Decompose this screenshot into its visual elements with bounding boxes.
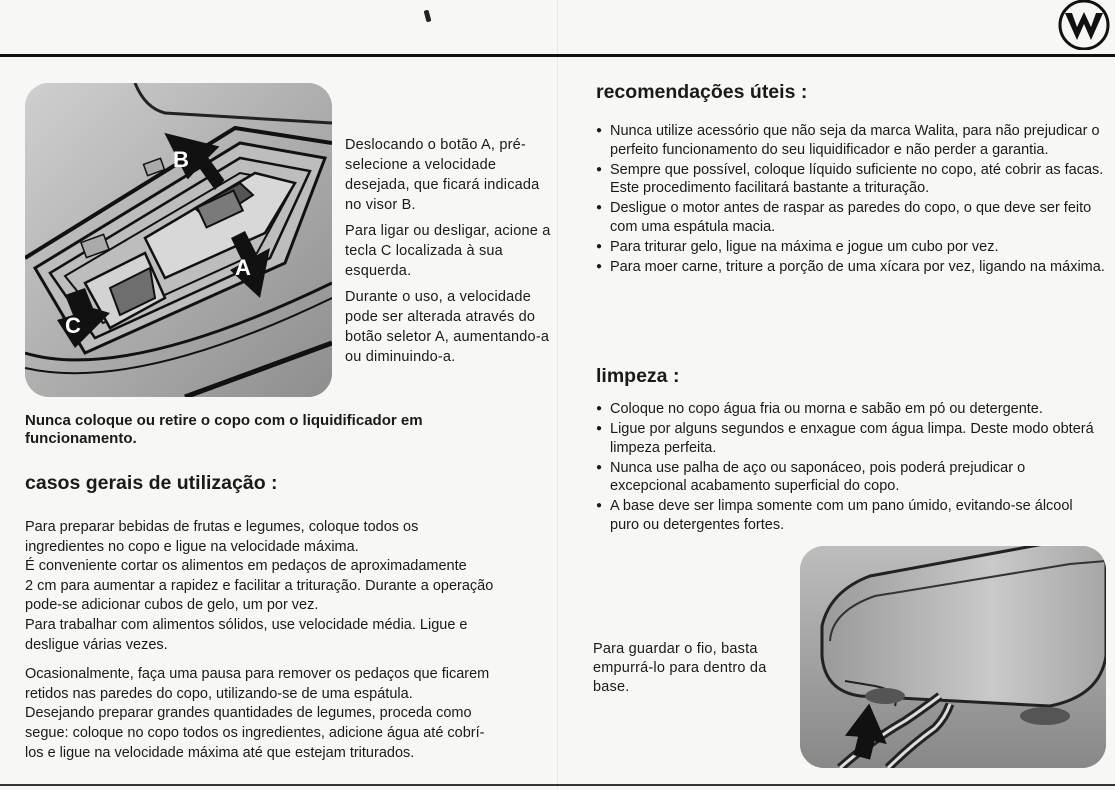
heading-colon: : [271, 472, 278, 494]
heading-colon: : [672, 365, 680, 387]
heading-colon: : [800, 81, 808, 103]
text-line: retidos nas paredes do copo, utilizando-se de uma espátula. [25, 685, 413, 702]
recomendacoes-list [596, 122, 1111, 278]
list-item: ● Ligue por alguns segundos e enxague com água limpa. Deste modo obterá limpeza perfeita. [596, 420, 1096, 457]
safety-warning: Nunca coloque ou retire o copo com o liquidificador em funcionamento. [25, 412, 423, 447]
text-line: 2 cm para aumentar a rapidez e facilitar a trituração. Durante a operação [25, 577, 494, 594]
list-item: ● Nunca utilize acessório que não seja da marca Walita, para não prejudicar o perfeito funcionamento do seu liquidificador e não perder a garantia. [596, 122, 1111, 159]
text-line: Para preparar bebidas de frutas e legumes, coloque todos os [25, 519, 419, 535]
text-line: los e ligue na velocidade máxima até que estejam triturados. [25, 744, 415, 761]
label-a: A [235, 255, 251, 280]
list-item: ● Nunca use palha de aço ou saponáceo, pois poderá prejudicar o excepcional acabamento superficial do copo. [596, 459, 1096, 496]
list-item: ● Para triturar gelo, ligue na máxima e jogue um cubo por vez. [596, 238, 1111, 257]
limpeza-list [596, 400, 1096, 536]
caption-paragraph: Durante o uso, a velocidade pode ser alterada através do botão seletor A, aumentando-a ou diminuindo-a. [345, 289, 550, 365]
list-item: ● Coloque no copo água fria ou morna e sabão em pó ou detergente. [596, 400, 1096, 419]
text-line: segue: coloque no copo todos os ingredientes, adicione água até cobrí- [25, 724, 485, 741]
list-item: ● Desligue o motor antes de raspar as paredes do copo, o que deve ser feito com uma espátula macia. [596, 199, 1111, 236]
text-line: desligue várias vezes. [25, 636, 168, 653]
casos-gerais-text [25, 518, 550, 763]
control-panel-photo [25, 83, 332, 397]
caption-paragraph: Para ligar ou desligar, acione a tecla C localizada à sua esquerda. [345, 223, 551, 279]
heading-text: recomendações úteis [596, 81, 796, 103]
text-line: Desejando preparar grandes quantidades de legumes, proceda como [25, 705, 472, 722]
list-item: ● Para moer carne, triture a porção de uma xícara por vez, ligando na máxima. [596, 258, 1111, 277]
label-b: B [173, 147, 189, 172]
control-panel-caption [345, 135, 560, 373]
heading-text: limpeza [596, 365, 668, 387]
casos-gerais-heading [25, 472, 278, 495]
recomendacoes-heading [596, 81, 807, 104]
text-line: ingredientes no copo e ligue na velocidade máxima. [25, 538, 359, 555]
list-item: ● Sempre que possível, coloque líquido suficiente no copo, até cobrir as facas. Este procedimento facilitará bastante a trituração. [596, 161, 1111, 198]
list-item: ● A base deve ser limpa somente com um pano úmido, evitando-se álcool puro ou detergentes fortes. [596, 497, 1096, 534]
page-fold [557, 0, 558, 790]
cord-storage-caption: Para guardar o fio, basta empurrá-lo para dentro da base. [593, 641, 767, 695]
text-line: Para trabalhar com alimentos sólidos, use velocidade média. Ligue e [25, 616, 468, 633]
text-line: É conveniente cortar os alimentos em pedaços de aproximadamente [25, 558, 467, 575]
heading-text: casos gerais de utilização [25, 472, 266, 494]
caption-paragraph: Deslocando o botão A, pré-selecione a velocidade desejada, que ficará indicada no visor B. [345, 137, 540, 213]
base-cord-photo [800, 546, 1106, 768]
text-line: Ocasionalmente, faça uma pausa para remover os pedaços que ficarem [25, 666, 490, 683]
text-line: pode-se adicionar cubos de gelo, um por vez. [25, 597, 319, 614]
print-speck [424, 10, 432, 23]
label-c: C [65, 313, 81, 338]
limpeza-heading [596, 365, 679, 388]
walita-w-logo-icon [1055, 0, 1111, 50]
